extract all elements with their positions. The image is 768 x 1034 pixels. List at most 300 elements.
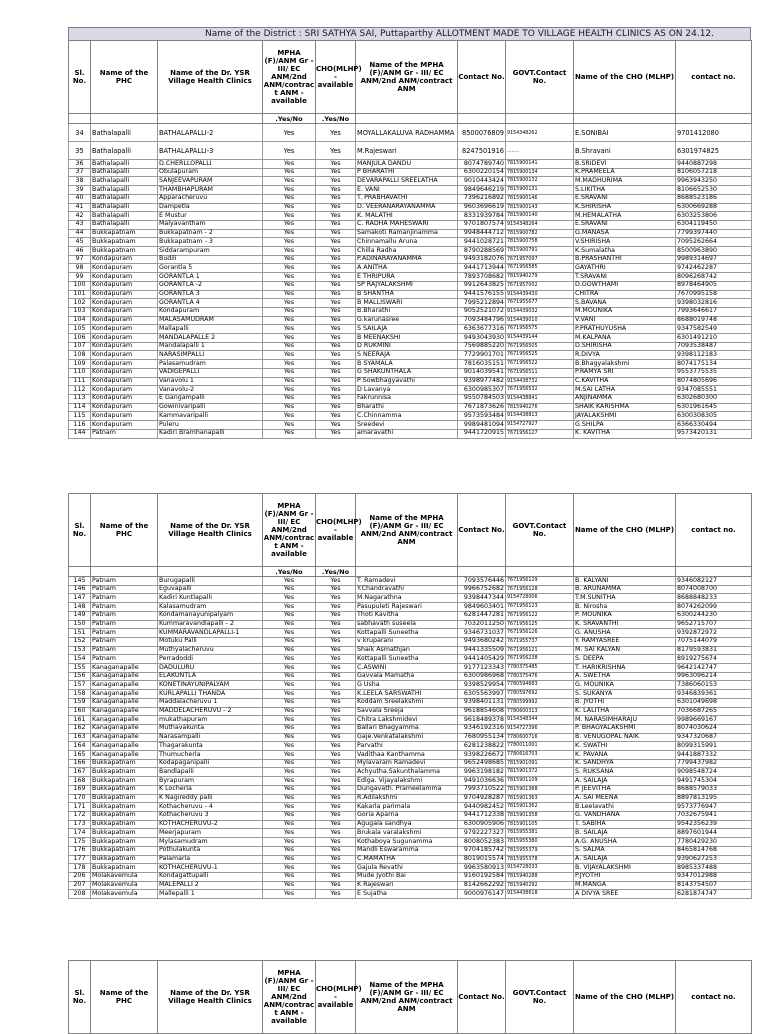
header-row bbox=[69, 494, 752, 567]
cell-cho-available: Yes bbox=[316, 881, 356, 890]
cell-sl: 102 bbox=[69, 299, 91, 308]
cell-phc: Bukkapatnam bbox=[91, 768, 158, 777]
table-row bbox=[69, 203, 752, 212]
cell-phc: Molakavemula bbox=[91, 881, 158, 890]
cell-govt-contact: 7815955379 bbox=[506, 846, 574, 855]
cell-cho-available: Yes bbox=[316, 811, 356, 820]
cell-cho-name: JAYALAKSHMI bbox=[574, 412, 676, 421]
table-row bbox=[69, 160, 752, 169]
cell-phc: Kondapuram bbox=[91, 386, 158, 395]
cell-sl: 113 bbox=[69, 394, 91, 403]
cell-cho-name: V.VANI bbox=[574, 316, 676, 325]
cell-govt-contact: 7780594683 bbox=[506, 681, 574, 690]
cell-contact: 9493680242 bbox=[458, 637, 506, 646]
cell-mpha-name: Savvala Sreeja bbox=[356, 707, 458, 716]
cell-govt-contact: 9154728033 bbox=[506, 864, 574, 873]
cell-vhc: Bukkapatnam - 2 bbox=[158, 229, 263, 238]
cell-mpha-available: Yes bbox=[263, 655, 316, 664]
header-cho-contact: contact no. bbox=[676, 961, 752, 1034]
cell-cho-contact: 8074030624 bbox=[676, 724, 752, 733]
cell-cho-name: ANJINAMMA bbox=[574, 394, 676, 403]
cell-sl: 42 bbox=[69, 212, 91, 221]
cell-mpha-name: S NEERAJA bbox=[356, 351, 458, 360]
cell-cho-available: Yes bbox=[316, 890, 356, 899]
cell-cho-contact: 9701412080 bbox=[676, 124, 752, 142]
cell-mpha-available: Yes bbox=[263, 177, 316, 186]
cell-cho-available: Yes bbox=[316, 186, 356, 195]
cell-cho-name: T. SABIHA bbox=[574, 820, 676, 829]
header-mpha-available: MPHA (F)/ANM Gr - III/ EC ANM/2nd ANM/contrac t ANM - available bbox=[263, 494, 316, 567]
table-row bbox=[69, 577, 752, 586]
cell-cho-contact: 9347085551 bbox=[676, 386, 752, 395]
cell-cho-available: Yes bbox=[316, 203, 356, 212]
cell-contact: 9398401131 bbox=[458, 698, 506, 707]
table-row bbox=[69, 334, 752, 343]
cell-cho-name: M.MOUNIKA bbox=[574, 307, 676, 316]
cell-mpha-name: Chinnamallu Aruna bbox=[356, 238, 458, 247]
cell-cho-available: Yes bbox=[316, 368, 356, 377]
cell-vhc: KURLAPALLI THANDA bbox=[158, 690, 263, 699]
cell-cho-available: Yes bbox=[316, 255, 356, 264]
header-govt-contact: GOVT.Contact No. bbox=[506, 41, 574, 114]
cell-cho-contact: 6303253806 bbox=[676, 212, 752, 221]
header-cho-name: Name of the CHO (MLHP) bbox=[574, 494, 676, 567]
cell-mpha-available: Yes bbox=[263, 290, 316, 299]
yesno-label: .Yes/No bbox=[316, 114, 356, 124]
cell-cho-name: P.JYOTHI bbox=[574, 872, 676, 881]
cell-govt-contact: 7780375485 bbox=[506, 664, 574, 673]
cell-mpha-name: MOYALLAKALUVA RADHAMMA bbox=[356, 124, 458, 142]
cell-mpha-name: Gaje.Venkatalakshmi bbox=[356, 733, 458, 742]
cell-cho-name: S. DEEPA bbox=[574, 655, 676, 664]
cell-vhc: Kondagattupalli bbox=[158, 872, 263, 881]
cell-sl: 162 bbox=[69, 724, 91, 733]
cell-vhc: Siddarampuram bbox=[158, 247, 263, 256]
cell-mpha-available: Yes bbox=[263, 690, 316, 699]
cell-sl: 107 bbox=[69, 342, 91, 351]
cell-sl: 108 bbox=[69, 351, 91, 360]
cell-govt-contact: 7671956121 bbox=[506, 646, 574, 655]
cell-cho-contact: 9963943250 bbox=[676, 177, 752, 186]
cell-mpha-available: Yes bbox=[263, 577, 316, 586]
cell-cho-contact: 9573776947 bbox=[676, 803, 752, 812]
cell-mpha-available: Yes bbox=[263, 403, 316, 412]
cell-govt-contact: 9154438841 bbox=[506, 394, 574, 403]
cell-mpha-name: DEVARAPALLI SREELATHA bbox=[356, 177, 458, 186]
cell-contact: 9441335509 bbox=[458, 646, 506, 655]
header-sl: Sl. No. bbox=[69, 961, 91, 1034]
cell-mpha-available: Yes bbox=[263, 890, 316, 899]
cell-cho-available: Yes bbox=[316, 386, 356, 395]
cell-mpha-available: Yes bbox=[263, 733, 316, 742]
cell-contact: 9160192584 bbox=[458, 872, 506, 881]
cell-phc: Kondapuram bbox=[91, 421, 158, 430]
cell-mpha-name: K.LEELA SARSWATHI bbox=[356, 690, 458, 699]
cell-phc: Kanaganapalle bbox=[91, 698, 158, 707]
cell-cho-name: G. MOUNIKA bbox=[574, 681, 676, 690]
cell-vhc: Mallapalli bbox=[158, 325, 263, 334]
cell-cho-available: Yes bbox=[316, 872, 356, 881]
cell-vhc: Kothacheruvu - 4 bbox=[158, 803, 263, 812]
table-row bbox=[69, 707, 752, 716]
cell-vhc: Kammavaripalli bbox=[158, 412, 263, 421]
cell-cho-contact: 8096268742 bbox=[676, 273, 752, 282]
cell-mpha-name: P BHARATHI bbox=[356, 168, 458, 177]
cell-sl: 170 bbox=[69, 794, 91, 803]
cell-mpha-available: Yes bbox=[263, 811, 316, 820]
table-row bbox=[69, 186, 752, 195]
cell-govt-contact: 7815901091 bbox=[506, 759, 574, 768]
cell-cho-contact: 6281874747 bbox=[676, 890, 752, 899]
cell-cho-contact: 9573420131 bbox=[676, 429, 752, 438]
cell-mpha-available: Yes bbox=[263, 603, 316, 612]
cell-mpha-name: Kakarla parimala bbox=[356, 803, 458, 812]
cell-phc: Kanaganapalle bbox=[91, 751, 158, 760]
cell-mpha-name: Dungavath. Prameelamma bbox=[356, 785, 458, 794]
cell-contact: 7093576446 bbox=[458, 577, 506, 586]
cell-mpha-available: Yes bbox=[263, 229, 316, 238]
cell-cho-contact: 8106652530 bbox=[676, 186, 752, 195]
header-cho-available: CHO(MLHP) - available bbox=[316, 494, 356, 567]
cell-cho-name: E.SONIBAI bbox=[574, 124, 676, 142]
cell-cho-name: T.SRAVANI bbox=[574, 273, 676, 282]
cell-govt-contact: ........ bbox=[506, 142, 574, 160]
cell-phc: Kondapuram bbox=[91, 299, 158, 308]
cell-cho-available: Yes bbox=[316, 264, 356, 273]
cell-cho-available: Yes bbox=[316, 281, 356, 290]
header-vhc: Name of the Dr. YSR Village Health Clinics bbox=[158, 961, 263, 1034]
cell-contact: 9441028721 bbox=[458, 238, 506, 247]
cell-mpha-name: K Rajeswari bbox=[356, 881, 458, 890]
cell-sl: 114 bbox=[69, 403, 91, 412]
table-row bbox=[69, 142, 752, 160]
cell-cho-contact: 9347012988 bbox=[676, 872, 752, 881]
cell-cho-contact: 8074805696 bbox=[676, 377, 752, 386]
cell-phc: Kanaganapalle bbox=[91, 672, 158, 681]
table-row bbox=[69, 716, 752, 725]
allotment-table-3 bbox=[68, 960, 752, 1034]
cell-cho-contact: 6366330494 bbox=[676, 421, 752, 430]
cell-cho-available: Yes bbox=[316, 724, 356, 733]
cell-contact: 8074789740 bbox=[458, 160, 506, 169]
cell-govt-contact: 9154727927 bbox=[506, 421, 574, 430]
cell-cho-available: Yes bbox=[316, 212, 356, 221]
cell-mpha-available: Yes bbox=[263, 186, 316, 195]
cell-vhc: KOTHACHERUVU-2 bbox=[158, 820, 263, 829]
cell-contact: 9491036636 bbox=[458, 777, 506, 786]
cell-mpha-available: Yes bbox=[263, 299, 316, 308]
cell-sl: 157 bbox=[69, 681, 91, 690]
cell-cho-contact: 9553775535 bbox=[676, 368, 752, 377]
cell-govt-contact: 7780597692 bbox=[506, 690, 574, 699]
cell-phc: Kondapuram bbox=[91, 368, 158, 377]
allotment-table-2 bbox=[68, 493, 752, 899]
cell-contact: 9052521072 bbox=[458, 307, 506, 316]
table-row bbox=[69, 177, 752, 186]
cell-cho-available: Yes bbox=[316, 421, 356, 430]
cell-vhc: DADULURU bbox=[158, 664, 263, 673]
cell-cho-name: P. BHAGYALAKSHMI bbox=[574, 724, 676, 733]
cell-sl: 100 bbox=[69, 281, 91, 290]
cell-cho-name: V.SHIRISHA bbox=[574, 238, 676, 247]
cell-mpha-name: Parvathi bbox=[356, 742, 458, 751]
cell-govt-contact: 9154439032 bbox=[506, 307, 574, 316]
cell-mpha-available: Yes bbox=[263, 820, 316, 829]
cell-phc: Patnam bbox=[91, 611, 158, 620]
cell-govt-contact: 9154727396 bbox=[506, 724, 574, 733]
cell-phc: Bukkapatnam bbox=[91, 838, 158, 847]
cell-phc: Kondapuram bbox=[91, 412, 158, 421]
cell-cho-name: M.MADHURIMA bbox=[574, 177, 676, 186]
cell-cho-contact: 9398032816 bbox=[676, 299, 752, 308]
cell-cho-contact: 7032675941 bbox=[676, 811, 752, 820]
cell-govt-contact: 7671956123 bbox=[506, 603, 574, 612]
cell-sl: 112 bbox=[69, 386, 91, 395]
table-row bbox=[69, 194, 752, 203]
table-row bbox=[69, 351, 752, 360]
cell-mpha-name: Y.Chandravathi bbox=[356, 585, 458, 594]
cell-mpha-available: Yes bbox=[263, 759, 316, 768]
cell-cho-name: A DIVYA SREE bbox=[574, 890, 676, 899]
cell-mpha-available: Yes bbox=[263, 872, 316, 881]
cell-govt-contact: 7671956127 bbox=[506, 429, 574, 438]
cell-contact: 9441720915 bbox=[458, 429, 506, 438]
cell-contact: 9704928287 bbox=[458, 794, 506, 803]
cell-mpha-name: Kottapalli Suneetha bbox=[356, 655, 458, 664]
cell-phc: Bukkapatnam bbox=[91, 820, 158, 829]
cell-cho-contact: 9963096214 bbox=[676, 672, 752, 681]
cell-contact: 7032011250 bbox=[458, 620, 506, 629]
cell-sl: 145 bbox=[69, 577, 91, 586]
cell-sl: 163 bbox=[69, 733, 91, 742]
cell-govt-contact: 9154728006 bbox=[506, 594, 574, 603]
cell-mpha-available: Yes bbox=[263, 360, 316, 369]
cell-phc: Kondapuram bbox=[91, 342, 158, 351]
cell-mpha-available: Yes bbox=[263, 698, 316, 707]
cell-vhc: Bukkapatnam - 3 bbox=[158, 238, 263, 247]
cell-mpha-name: B.Bharathi bbox=[356, 307, 458, 316]
cell-mpha-available: Yes bbox=[263, 855, 316, 864]
cell-phc: Bathalapalli bbox=[91, 212, 158, 221]
cell-sl: 147 bbox=[69, 594, 91, 603]
cell-mpha-name: Goria Aparna bbox=[356, 811, 458, 820]
table-row bbox=[69, 325, 752, 334]
cell-phc: Bukkapatnam bbox=[91, 777, 158, 786]
cell-cho-contact: 7093538487 bbox=[676, 342, 752, 351]
cell-vhc: THAMBHAPURAM bbox=[158, 186, 263, 195]
cell-sl: 115 bbox=[69, 412, 91, 421]
table-row bbox=[69, 307, 752, 316]
cell-sl: 43 bbox=[69, 220, 91, 229]
cell-mpha-name: D. VEERANARAYANAMMA bbox=[356, 203, 458, 212]
cell-mpha-name: Kottapalli Suneetha bbox=[356, 629, 458, 638]
cell-mpha-name: Chilla Radha bbox=[356, 247, 458, 256]
table-row bbox=[69, 733, 752, 742]
cell-vhc: Muthyalacheruvu bbox=[158, 646, 263, 655]
cell-cho-contact: 6300308305 bbox=[676, 412, 752, 421]
cell-mpha-available: Yes bbox=[263, 803, 316, 812]
cell-cho-name: D.SHIRISHA bbox=[574, 342, 676, 351]
table-row bbox=[69, 794, 752, 803]
cell-cho-name: P.RAMYA SRI bbox=[574, 368, 676, 377]
cell-vhc: GORANTLA -2 bbox=[158, 281, 263, 290]
cell-mpha-available: Yes bbox=[263, 429, 316, 438]
cell-mpha-name: Fakrunnisa bbox=[356, 394, 458, 403]
cell-mpha-available: Yes bbox=[263, 637, 316, 646]
cell-sl: 156 bbox=[69, 672, 91, 681]
cell-cho-contact: 9989669167 bbox=[676, 716, 752, 725]
cell-sl: 153 bbox=[69, 646, 91, 655]
header-mpha-available: MPHA (F)/ANM Gr - III/ EC ANM/2nd ANM/contrac t ANM - available bbox=[263, 961, 316, 1034]
cell-govt-contact: 7815900131 bbox=[506, 186, 574, 195]
cell-sl: 207 bbox=[69, 881, 91, 890]
cell-vhc: ELAKUNTLA bbox=[158, 672, 263, 681]
cell-phc: Bukkapatnam bbox=[91, 794, 158, 803]
cell-contact: 9398226672 bbox=[458, 751, 506, 760]
table-row bbox=[69, 220, 752, 229]
cell-mpha-name: M.Rajeswari bbox=[356, 142, 458, 160]
cell-mpha-available: Yes bbox=[263, 846, 316, 855]
cell-vhc: K Locherla bbox=[158, 785, 263, 794]
cell-govt-contact: 9154438813 bbox=[506, 412, 574, 421]
cell-cho-name: B.Bhagyalakshmi bbox=[574, 360, 676, 369]
cell-mpha-name: Koddam Sreelakshmi bbox=[356, 698, 458, 707]
cell-govt-contact: 7671956122 bbox=[506, 611, 574, 620]
cell-vhc: Kothacheruvu 3 bbox=[158, 811, 263, 820]
cell-sl: 174 bbox=[69, 829, 91, 838]
cell-mpha-name: C.MAMATHA bbox=[356, 855, 458, 864]
cell-govt-contact: 7815940292 bbox=[506, 881, 574, 890]
cell-cho-available: Yes bbox=[316, 412, 356, 421]
header-cho-contact: contact no. bbox=[676, 494, 752, 567]
cell-mpha-available: Yes bbox=[263, 212, 316, 221]
cell-mpha-name: Bharathi bbox=[356, 403, 458, 412]
cell-govt-contact: 7815955381 bbox=[506, 829, 574, 838]
cell-mpha-name: C.Chinnamma bbox=[356, 412, 458, 421]
cell-phc: Bathalapalli bbox=[91, 124, 158, 142]
cell-cho-contact: 7780429230 bbox=[676, 838, 752, 847]
cell-sl: 151 bbox=[69, 629, 91, 638]
cell-govt-contact: 7671957097 bbox=[506, 255, 574, 264]
cell-sl: 167 bbox=[69, 768, 91, 777]
cell-cho-available: Yes bbox=[316, 142, 356, 160]
cell-mpha-name: R.Adilakshmi bbox=[356, 794, 458, 803]
cell-contact: 9701807574 bbox=[458, 220, 506, 229]
cell-cho-name: B.Leelavathi bbox=[574, 803, 676, 812]
cell-mpha-available: Yes bbox=[263, 629, 316, 638]
cell-vhc: Kummaravandlapalli - 2 bbox=[158, 620, 263, 629]
cell-mpha-available: Yes bbox=[263, 620, 316, 629]
cell-phc: Patnam bbox=[91, 429, 158, 438]
cell-phc: Kanaganapalle bbox=[91, 707, 158, 716]
cell-mpha-name: T. PRABHAVATHI bbox=[356, 194, 458, 203]
cell-cho-available: Yes bbox=[316, 864, 356, 873]
cell-mpha-name: SP RAJYALAKSHMI bbox=[356, 281, 458, 290]
cell-cho-available: Yes bbox=[316, 168, 356, 177]
cell-mpha-available: Yes bbox=[263, 421, 316, 430]
cell-govt-contact: 7815900782 bbox=[506, 229, 574, 238]
yesno-row bbox=[69, 567, 752, 577]
cell-vhc: K Nagireddy palli bbox=[158, 794, 263, 803]
cell-cho-name: M.HEMALATHA bbox=[574, 212, 676, 221]
cell-cho-available: Yes bbox=[316, 316, 356, 325]
cell-phc: Kondapuram bbox=[91, 351, 158, 360]
cell-cho-name: B. SAILAJA bbox=[574, 829, 676, 838]
cell-govt-contact: 7815940279 bbox=[506, 273, 574, 282]
header-cho-available: CHO(MLHP) - available bbox=[316, 961, 356, 1034]
cell-phc: Patnam bbox=[91, 655, 158, 664]
cell-mpha-available: Yes bbox=[263, 681, 316, 690]
cell-phc: Bathalapalli bbox=[91, 203, 158, 212]
cell-govt-contact: 7815900140 bbox=[506, 212, 574, 221]
cell-vhc: Kodapaganipalli bbox=[158, 759, 263, 768]
cell-mpha-available: Yes bbox=[263, 716, 316, 725]
cell-cho-contact: 7095262664 bbox=[676, 238, 752, 247]
cell-govt-contact: 7815900143 bbox=[506, 203, 574, 212]
cell-vhc: MANDALAPALLE 2 bbox=[158, 334, 263, 343]
cell-cho-contact: 6301049698 bbox=[676, 698, 752, 707]
cell-contact: 9398977482 bbox=[458, 377, 506, 386]
cell-sl: 150 bbox=[69, 620, 91, 629]
cell-cho-contact: 6300669288 bbox=[676, 203, 752, 212]
cell-cho-name: A. SAILAJA bbox=[574, 777, 676, 786]
table-row bbox=[69, 838, 752, 847]
cell-cho-contact: 7075144079 bbox=[676, 637, 752, 646]
cell-vhc: Mylasamudram bbox=[158, 838, 263, 847]
cell-cho-contact: 9440887298 bbox=[676, 160, 752, 169]
table-row bbox=[69, 872, 752, 881]
cell-vhc: Gowinivaripalli bbox=[158, 403, 263, 412]
district-title: Name of the District : SRI SATHYA SAI, Puttaparthy ALLOTMENT MADE TO VILLAGE HEALTH CLINICS AS ON 24.12. bbox=[68, 27, 751, 40]
cell-contact: 9014039541 bbox=[458, 368, 506, 377]
cell-cho-name: A. SAI MEENA bbox=[574, 794, 676, 803]
cell-mpha-name: sabhavath suseela bbox=[356, 620, 458, 629]
cell-cho-name: G.MANASA bbox=[574, 229, 676, 238]
table-row bbox=[69, 611, 752, 620]
cell-mpha-available: Yes bbox=[263, 247, 316, 256]
cell-phc: Kondapuram bbox=[91, 316, 158, 325]
cell-govt-contact: 7815940288 bbox=[506, 872, 574, 881]
cell-vhc: Meerjapuram bbox=[158, 829, 263, 838]
cell-contact: 7671873626 bbox=[458, 403, 506, 412]
cell-mpha-name: Thoti Kavitha bbox=[356, 611, 458, 620]
cell-contact: 9441405429 bbox=[458, 655, 506, 664]
cell-contact: 9963198182 bbox=[458, 768, 506, 777]
cell-cho-available: Yes bbox=[316, 273, 356, 282]
table-row bbox=[69, 273, 752, 282]
cell-cho-name: B.Shravani bbox=[574, 142, 676, 160]
table-row bbox=[69, 394, 752, 403]
cell-govt-contact: 9154438732 bbox=[506, 377, 574, 386]
cell-cho-available: Yes bbox=[316, 229, 356, 238]
cell-mpha-name: Samakoti Ramanjinamma bbox=[356, 229, 458, 238]
cell-cho-contact: 8985337488 bbox=[676, 864, 752, 873]
table-row bbox=[69, 290, 752, 299]
cell-cho-name: S.LIKITHA bbox=[574, 186, 676, 195]
cell-cho-contact: 7386060153 bbox=[676, 681, 752, 690]
cell-cho-name: B. VIJAYALAKSHMI bbox=[574, 864, 676, 873]
cell-sl: 46 bbox=[69, 247, 91, 256]
cell-contact: 7729901701 bbox=[458, 351, 506, 360]
cell-cho-name: E.SRAVANI bbox=[574, 220, 676, 229]
header-mpha-name: Name of the MPHA (F)/ANM Gr - III/ EC ANM/2nd ANM/contract ANM bbox=[356, 961, 458, 1034]
cell-phc: Bukkapatnam bbox=[91, 855, 158, 864]
cell-cho-name: D.GOWTHAMI bbox=[574, 281, 676, 290]
cell-contact: 8247501916 bbox=[458, 142, 506, 160]
cell-cho-available: Yes bbox=[316, 655, 356, 664]
cell-govt-contact: 7815900141 bbox=[506, 160, 574, 169]
table-row bbox=[69, 386, 752, 395]
